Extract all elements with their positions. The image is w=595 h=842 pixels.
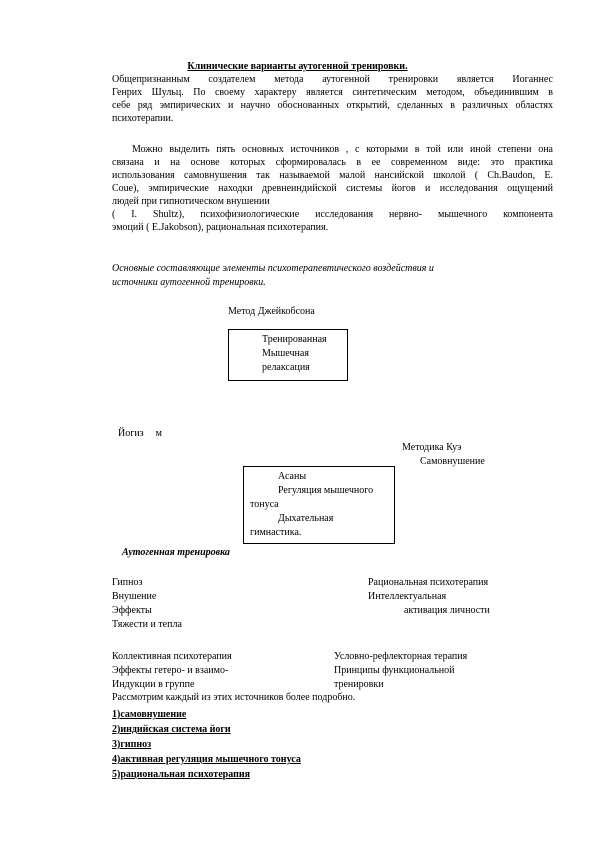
left-col-1-line: Тяжести и тепла — [112, 619, 182, 630]
italic-heading-line: источники аутогенной тренировки. — [112, 277, 266, 288]
left-col-2-line: Коллективная психотерапия — [112, 651, 232, 662]
list-item: 1)самовнушение — [112, 709, 187, 720]
right-col-1-line: активация личности — [404, 605, 490, 616]
sources-line: людей при гипнотическом внушении — [112, 196, 270, 207]
right-column-2 — [334, 650, 467, 692]
left-col-1-line: Гипноз — [112, 577, 143, 588]
jacobson-box-line: Тренированная — [262, 334, 327, 345]
yoga-box-line: Регуляция мышечного — [278, 485, 374, 496]
right-col-2-line: Принципы функциональной — [334, 665, 455, 676]
sources-line: связана и на основе которых сформировалась в ее современном виде: это практика — [112, 157, 553, 168]
jacobson-box — [228, 329, 348, 381]
intro-line: себе ряд эмпирических и научно обоснованных открытий, сделанных в различных областях — [112, 100, 553, 111]
yoga-box-line: Дыхательная — [278, 513, 334, 524]
yoga-label-text: Йогиз — [118, 428, 144, 439]
right-col-2-line: тренировки — [334, 679, 384, 690]
intro-line: психотерапии. — [112, 113, 174, 124]
yoga-box-line: гимнастика. — [250, 527, 302, 538]
italic-heading-line: Основные составляющие элементы психотерапевтического воздействия и — [112, 263, 434, 274]
list-item: 2)индийская система йоги — [112, 724, 231, 735]
sources-paragraph — [112, 143, 553, 234]
sources-line: эмоций ( E.Jakobson), рациональная психотерапия. — [112, 222, 329, 233]
jacobson-box-line: релаксация — [262, 362, 310, 373]
right-col-1-line: Рациональная психотерапия — [368, 577, 489, 588]
yoga-box-line: тонуса — [250, 499, 279, 510]
left-col-2-line: Индукции в группе — [112, 679, 195, 690]
sources-line: Можно выделить пять основных источников , с которыми в той или иной степени она — [132, 144, 553, 155]
sources-list — [112, 707, 301, 782]
intro-paragraph — [112, 73, 553, 125]
italic-heading — [112, 262, 434, 290]
right-col-1-line: Интеллектуальная — [368, 591, 447, 602]
coue-label: Методика Куэ — [402, 442, 462, 453]
right-column-1 — [368, 576, 490, 618]
yoga-box-line: Асаны — [278, 471, 307, 482]
left-col-1-line: Эффекты — [112, 605, 152, 616]
yoga-box — [243, 466, 395, 544]
document-title: Клинические варианты аутогенной тренировки. — [187, 61, 408, 72]
yoga-label-suffix: м — [155, 428, 162, 439]
left-col-1-line: Внушение — [112, 591, 157, 602]
list-item: 4)активная регуляция мышечного тонуса — [112, 754, 301, 765]
right-col-2-line: Условно-рефлекторная терапия — [334, 651, 468, 662]
intro-line: Генрих Шульц. По своему характеру является синтетическим методом, объединившим в — [112, 87, 553, 98]
jacobson-label: Метод Джейкобсона — [228, 306, 315, 317]
jacobson-box-line: Мышечная — [262, 348, 309, 359]
left-column-1 — [112, 576, 182, 632]
sources-line: использования самовнушения так называемой малой нансийской школой ( Ch.Baudon, E. — [112, 170, 553, 181]
left-col-2-line: Эффекты гетеро- и взаимо- — [112, 665, 229, 676]
autogenic-label: Аутогенная тренировка — [122, 547, 230, 558]
list-item: 3)гипноз — [112, 739, 152, 750]
list-item: 5)рациональная психотерапия — [112, 769, 250, 780]
sources-line: ( I. Shultz), психофизиологические исследования нервно- мышечного компонента — [112, 209, 553, 220]
coue-sublabel: Самовнушение — [420, 456, 485, 467]
intro-line: Общепризнанным создателем метода аутогенной тренировки является Иоганнес — [112, 74, 553, 85]
left-column-2 — [112, 650, 232, 692]
yoga-label — [118, 428, 162, 439]
sources-line: Coue), эмпирические находки древнеиндийской системы йогов и исследования ощущений — [112, 183, 553, 194]
review-line: Рассмотрим каждый из этих источников более подробно. — [112, 692, 356, 703]
